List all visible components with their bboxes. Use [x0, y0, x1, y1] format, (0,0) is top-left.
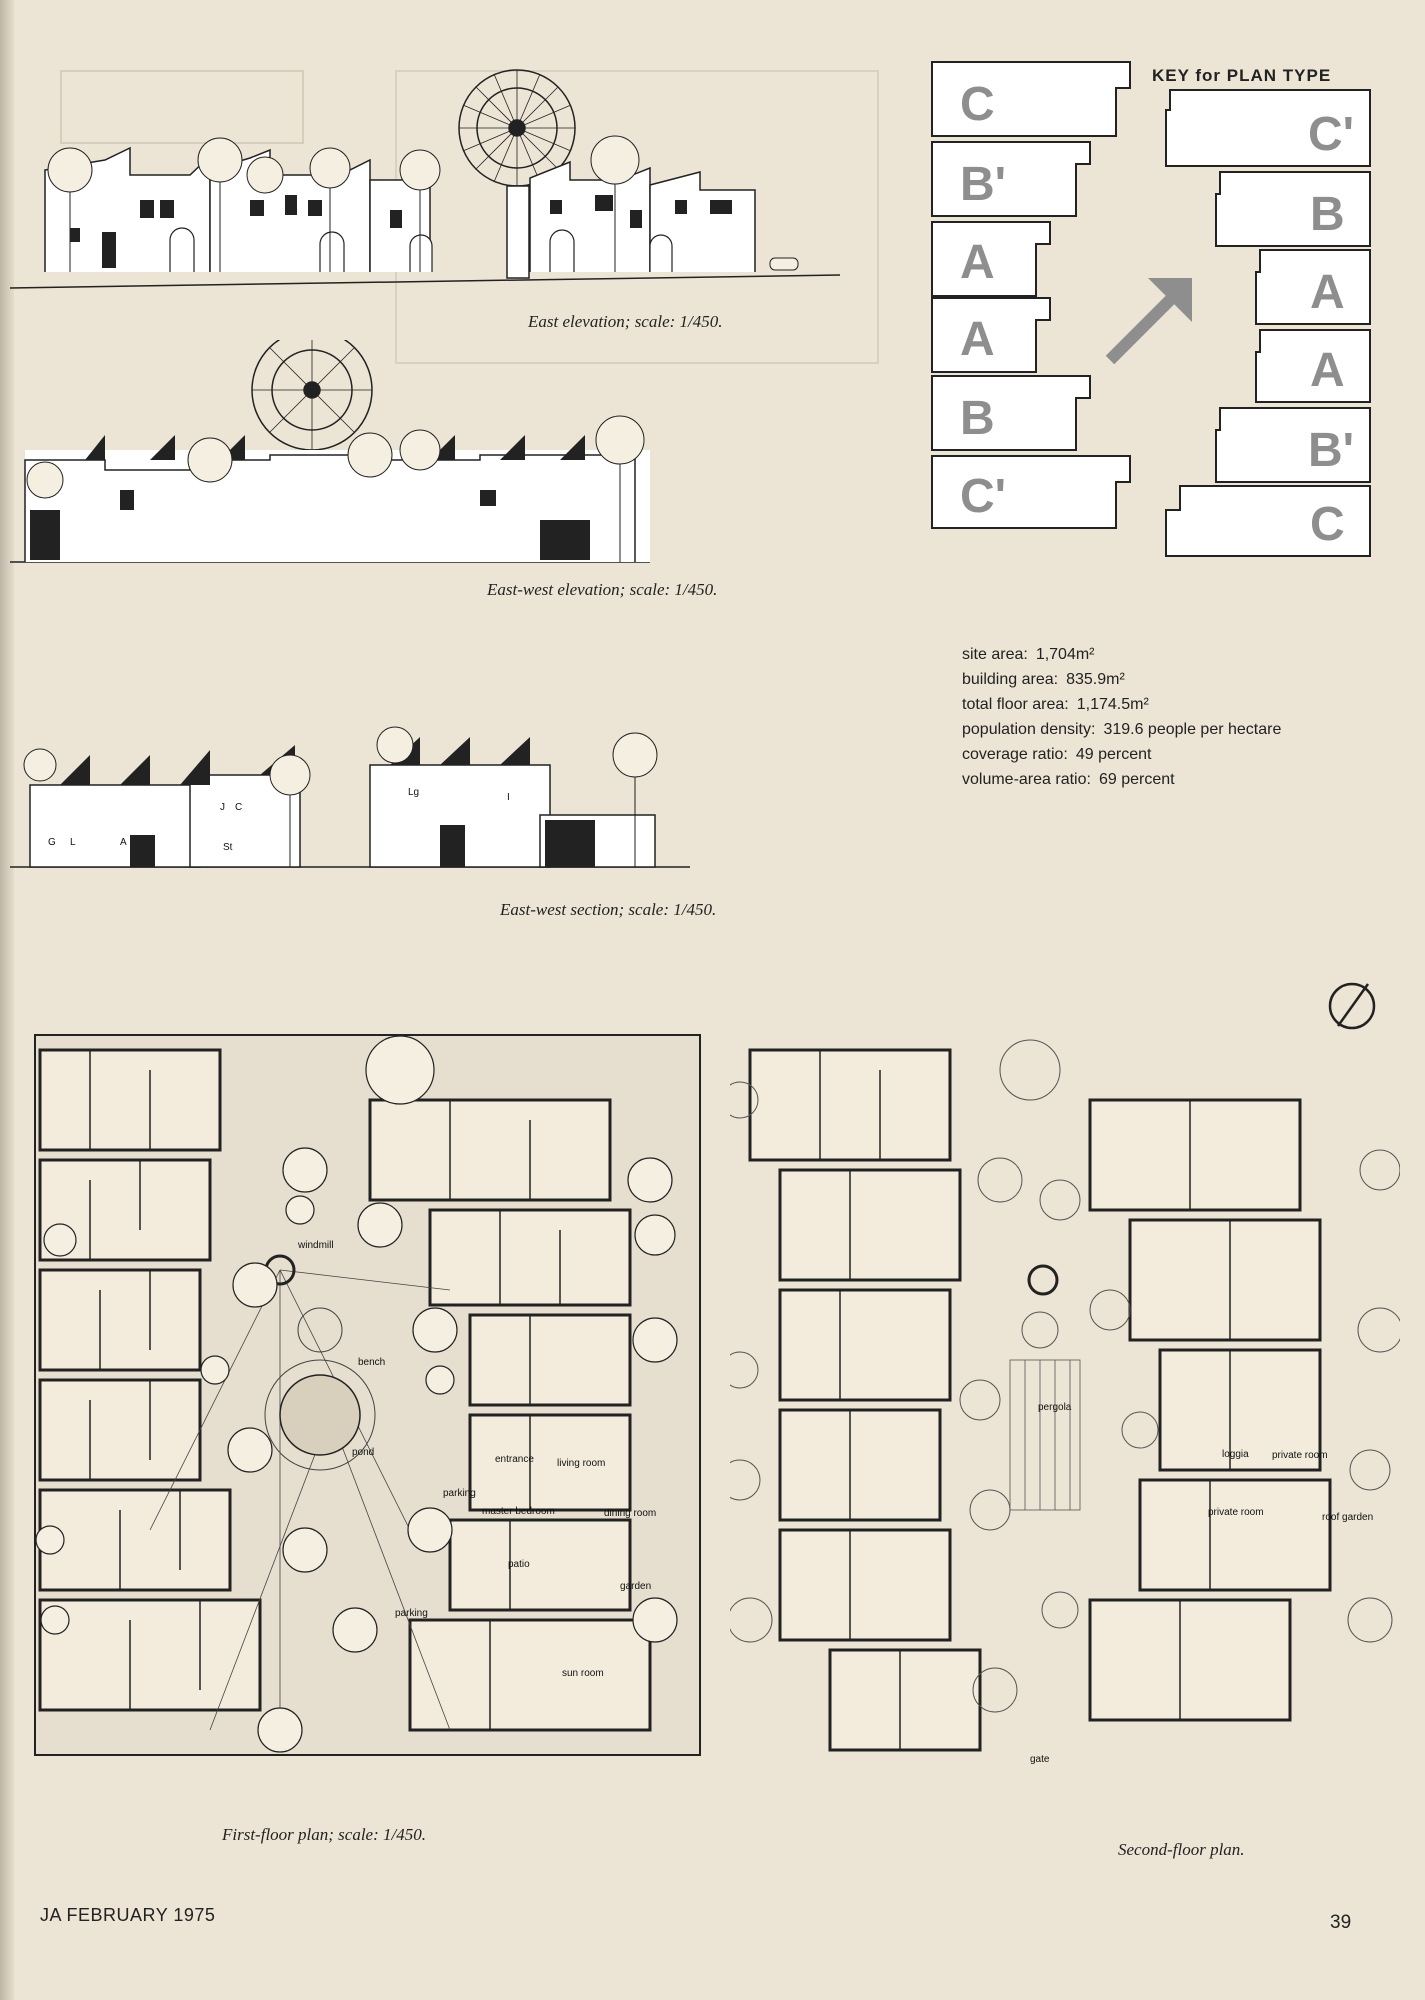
label-entrance: entrance — [495, 1454, 534, 1465]
label-private-room: private room — [1272, 1450, 1328, 1461]
key-plan-type-diagram — [930, 60, 1380, 565]
key-right-3: A — [1310, 266, 1345, 319]
second-floor-plan-caption: Second-floor plan. — [1118, 1840, 1245, 1859]
key-right-5: B' — [1308, 424, 1355, 477]
east-west-section-drawing — [10, 725, 690, 875]
stat-building-area: building area: 835.9m² — [962, 671, 1125, 688]
pond — [280, 1375, 360, 1455]
key-left-6: C' — [960, 470, 1007, 523]
east-west-elevation-caption: East-west elevation; scale: 1/450. — [487, 580, 718, 599]
key-left-1: C — [960, 78, 995, 131]
section-label-c: C — [235, 802, 243, 813]
key-left-3: A — [960, 236, 995, 289]
label-windmill: windmill — [298, 1240, 334, 1251]
east-elevation-drawing — [10, 60, 840, 305]
running-footer: JA FEBRUARY 1975 — [40, 1905, 216, 1925]
stat-coverage-ratio: coverage ratio: 49 percent — [962, 746, 1152, 763]
key-left-4: A — [960, 313, 995, 366]
label-parking: parking — [443, 1488, 476, 1499]
key-right-2: B — [1310, 188, 1345, 241]
label-private-room-2: private room — [1208, 1507, 1264, 1518]
north-arrow-icon — [1110, 278, 1192, 360]
label-living-room: living room — [557, 1458, 606, 1469]
stat-population-density: population density: 319.6 people per hectare — [962, 721, 1282, 738]
key-left-2: B' — [960, 158, 1007, 211]
section-label-lg: Lg — [408, 787, 420, 798]
first-floor-plan-drawing — [30, 1030, 710, 1830]
label-bench: bench — [358, 1357, 386, 1368]
east-west-elevation-drawing — [10, 340, 650, 570]
compass-icon — [1326, 980, 1378, 1032]
key-right-1: C' — [1308, 108, 1355, 161]
label-loggia: loggia — [1222, 1449, 1249, 1460]
key-left-5: B — [960, 392, 995, 445]
label-sun-room: sun room — [562, 1668, 604, 1679]
second-floor-plan-drawing — [730, 1030, 1400, 1800]
page-number: 39 — [1330, 1912, 1352, 1933]
section-label-g: G — [48, 837, 56, 848]
key-right-6: C — [1310, 498, 1345, 551]
label-garden: garden — [620, 1581, 652, 1592]
label-pergola: pergola — [1038, 1402, 1072, 1413]
label-parking-2: parking — [395, 1608, 428, 1619]
stat-site-area: site area: 1,704m² — [962, 646, 1095, 663]
key-title: KEY for PLAN TYPE — [1152, 66, 1332, 85]
stat-volume-area-ratio: volume-area ratio: 69 percent — [962, 771, 1175, 788]
label-pond: pond — [352, 1447, 375, 1458]
section-label-j: J — [220, 802, 225, 813]
key-right-4: A — [1310, 344, 1345, 397]
section-label-l: L — [70, 837, 76, 848]
label-roof-garden: roof garden — [1322, 1512, 1374, 1523]
label-master-bedroom: master bedroom — [482, 1506, 555, 1517]
section-label-a: A — [120, 837, 127, 848]
section-label-i: I — [507, 792, 510, 803]
windmill-base — [1029, 1266, 1057, 1294]
label-patio: patio — [508, 1559, 530, 1570]
stat-total-floor-area: total floor area: 1,174.5m² — [962, 696, 1149, 713]
east-elevation-caption: East elevation; scale: 1/450. — [528, 312, 723, 331]
east-west-section-caption: East-west section; scale: 1/450. — [500, 900, 717, 919]
section-label-st: St — [223, 842, 233, 853]
first-floor-plan-caption: First-floor plan; scale: 1/450. — [222, 1825, 426, 1844]
site-statistics — [962, 642, 1281, 792]
label-dining-room: dining room — [604, 1508, 657, 1519]
label-gate: gate — [1030, 1754, 1050, 1765]
